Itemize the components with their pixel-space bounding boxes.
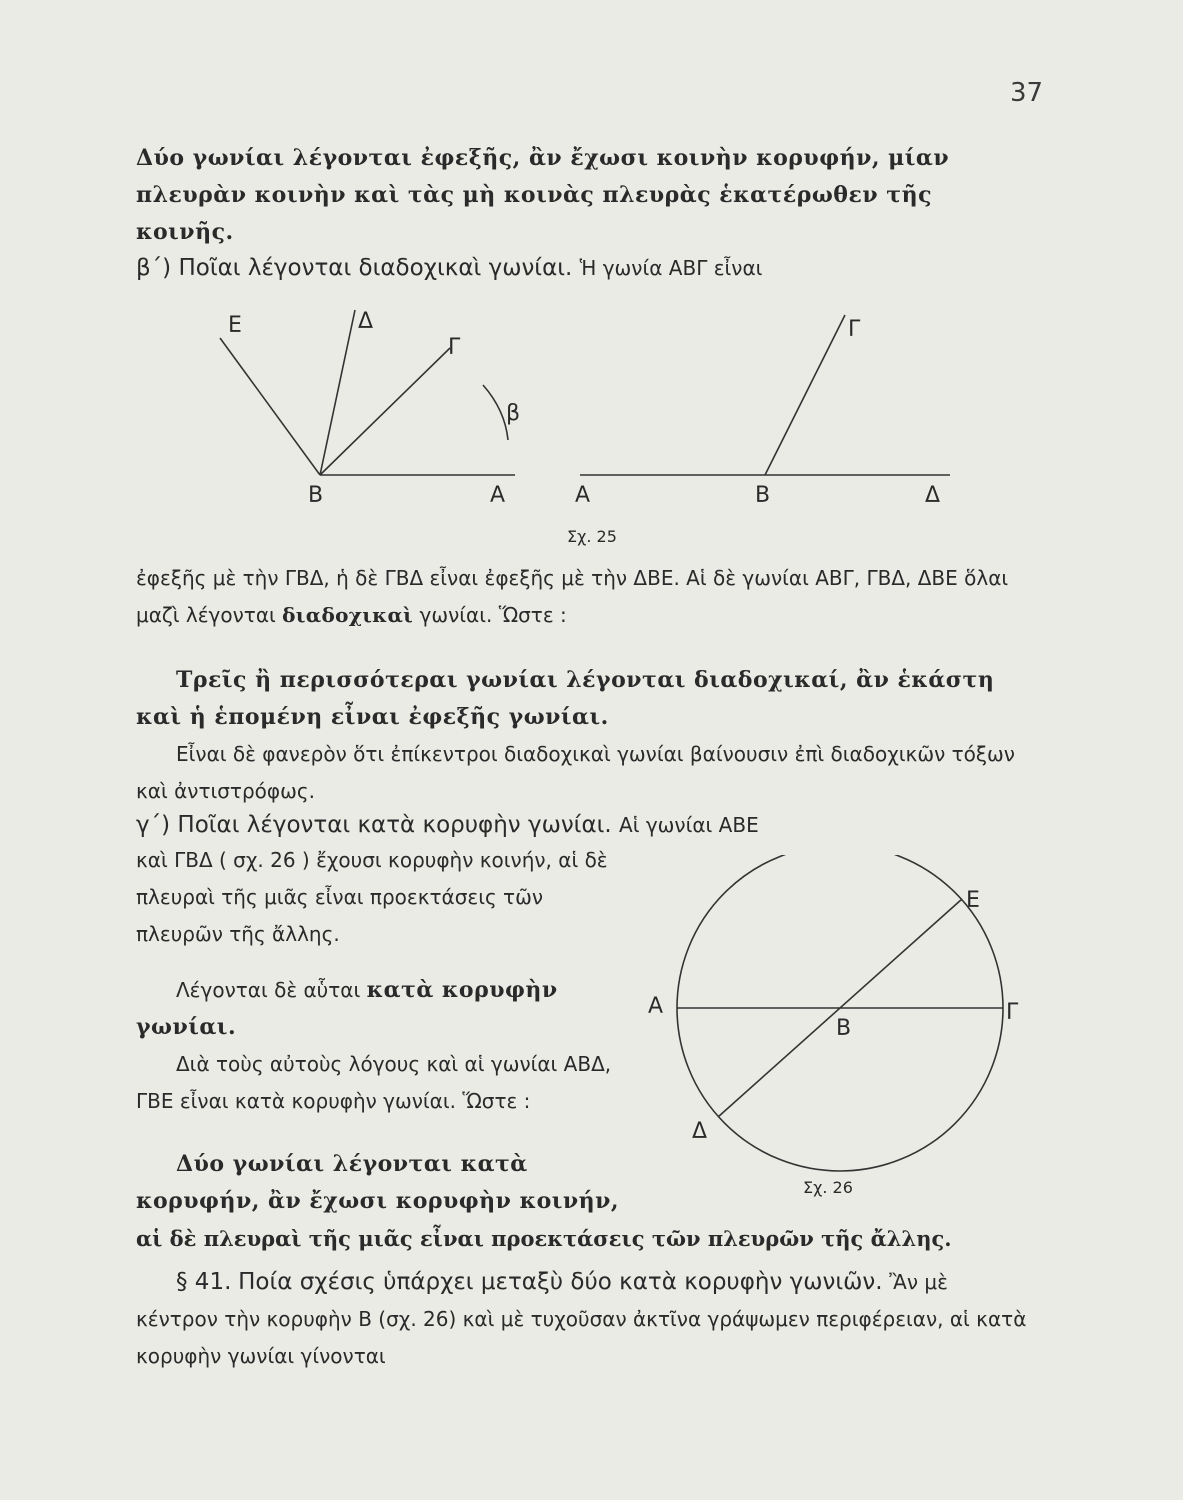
figure-26 <box>640 855 1040 1205</box>
figure-25 <box>200 300 980 560</box>
subsection-beta-heading: β΄) Ποῖαι λέγονται διαδοχικαὶ γωνίαι. <box>136 255 573 281</box>
fig25-angle-arc <box>483 385 508 440</box>
fig26-circle <box>677 855 1003 1171</box>
fig26-label-e: Ε <box>966 888 980 913</box>
fig26-label-d: Δ <box>692 1119 708 1144</box>
paragraph-successive-text: ἐφεξῆς μὲ τὴν ΓΒΔ, ἡ δὲ ΓΒΔ εἶναι ἐφεξῆς μὲ τὴν ΔΒΕ. Αἱ δὲ γωνίαι ΑΒΓ, ΓΒΔ, ΔΒΕ ὅλαι μαζὶ λέγονται <box>136 566 1009 627</box>
fig25-label-a: Α <box>490 483 506 508</box>
subsection-beta <box>136 250 1036 287</box>
subsection-gamma-heading: γ΄) Ποῖαι λέγονται κατὰ κορυφὴν γωνίαι. <box>136 812 612 838</box>
paragraph-successive <box>136 560 1036 634</box>
paragraph-vertical-name <box>136 972 636 1046</box>
definition-adjacent-angles: Δύο γωνίαι λέγονται ἐφεξῆς, ἂν ἔχωσι κοινὴν κορυφήν, μίαν πλευρὰν κοινὴν καὶ τὰς μὴ κοινὰς πλευρὰς ἑκατέρωθεν τῆς κοινῆς. <box>136 145 950 245</box>
fig25-label-d: Δ <box>358 309 374 334</box>
term-vertical-angles: κατὰ κορυφὴν γωνίαι. <box>136 977 558 1040</box>
fig25-right-label-d: Δ <box>925 483 941 508</box>
fig26-label-b: Β <box>836 1016 852 1041</box>
section-41-text: Ἂν μὲ κέντρον τὴν κορυφὴν Β (σχ. 26) καὶ μὲ τυχοῦσαν ἀκτῖνα γράψωμεν περιφέρειαν, αἱ κατὰ κορυφὴν γωνίαι γίνονται <box>136 1270 1027 1368</box>
definition-successive-angles: Τρεῖς ἢ περισσότεραι γωνίαι λέγονται διαδοχικαί, ἂν ἑκάστη καὶ ἡ ἑπομένη εἶναι ἐφεξῆς γωνίαι. <box>136 667 995 730</box>
fig25-label-beta: β <box>506 401 521 426</box>
fig25-label-e: Ε <box>228 313 242 338</box>
subsection-gamma-text: Αἱ γωνίαι ΑΒΕ <box>619 813 759 837</box>
fig25-ray-bg <box>320 348 450 475</box>
subsection-beta-text: Ἡ γωνία ΑΒΓ εἶναι <box>579 256 763 280</box>
paragraph-successive-end: γωνίαι. Ὥστε : <box>419 603 567 627</box>
paragraph-same-reasons: Διὰ τοὺς αὐτοὺς λόγους καὶ αἱ γωνίαι ΑΒΔ, ΓΒΕ εἶναι κατὰ κορυφὴν γωνίαι. Ὥστε : <box>136 1052 612 1113</box>
fig25-ray-bd <box>320 310 355 475</box>
definition-vertical-angles-part2: αἱ δὲ πλευραὶ τῆς μιᾶς εἶναι προεκτάσεις τῶν πλευρῶν τῆς ἄλλης. <box>136 1226 952 1251</box>
definition-vertical-angles-part1: Δύο γωνίαι λέγονται κατὰ κορυφήν, ἂν ἔχωσι κορυφὴν κοινήν, <box>136 1151 620 1214</box>
fig25-ray-bg-right <box>765 315 845 475</box>
fig25-ray-be <box>220 338 320 475</box>
paragraph-vertical-name-text: Λέγονται δὲ αὗται <box>176 978 361 1002</box>
fig25-right-label-b: Β <box>755 483 771 508</box>
fig26-caption: Σχ. 26 <box>803 1178 853 1197</box>
fig26-label-g: Γ <box>1006 1000 1019 1025</box>
fig25-caption: Σχ. 25 <box>567 527 617 546</box>
term-successive: διαδοχικαὶ <box>282 603 414 627</box>
fig25-right-label-a: Α <box>575 483 591 508</box>
page-number: 37 <box>1010 78 1044 108</box>
paragraph-arcs: Εἶναι δὲ φανερὸν ὅτι ἐπίκεντροι διαδοχικαὶ γωνίαι βαίνουσιν ἐπὶ διαδοχικῶν τόξων καὶ ἀντιστρόφως. <box>136 742 1015 803</box>
fig25-right-label-g: Γ <box>848 317 861 342</box>
fig25-label-b: Β <box>308 483 324 508</box>
fig25-label-g: Γ <box>448 335 461 360</box>
section-41-number: § 41. <box>176 1269 232 1295</box>
section-41 <box>136 1264 1036 1375</box>
fig26-label-a: Α <box>648 994 664 1019</box>
paragraph-vertical-description: καὶ ΓΒΔ ( σχ. 26 ) ἔχουσι κορυφὴν κοινήν, αἱ δὲ πλευραὶ τῆς μιᾶς εἶναι προεκτάσεις τῶν πλευρῶν τῆς ἄλλης. <box>136 848 608 946</box>
subsection-gamma <box>136 807 1036 844</box>
section-41-heading: Ποία σχέσις ὑπάρχει μεταξὺ δύο κατὰ κορυφὴν γωνιῶν. <box>238 1269 883 1295</box>
